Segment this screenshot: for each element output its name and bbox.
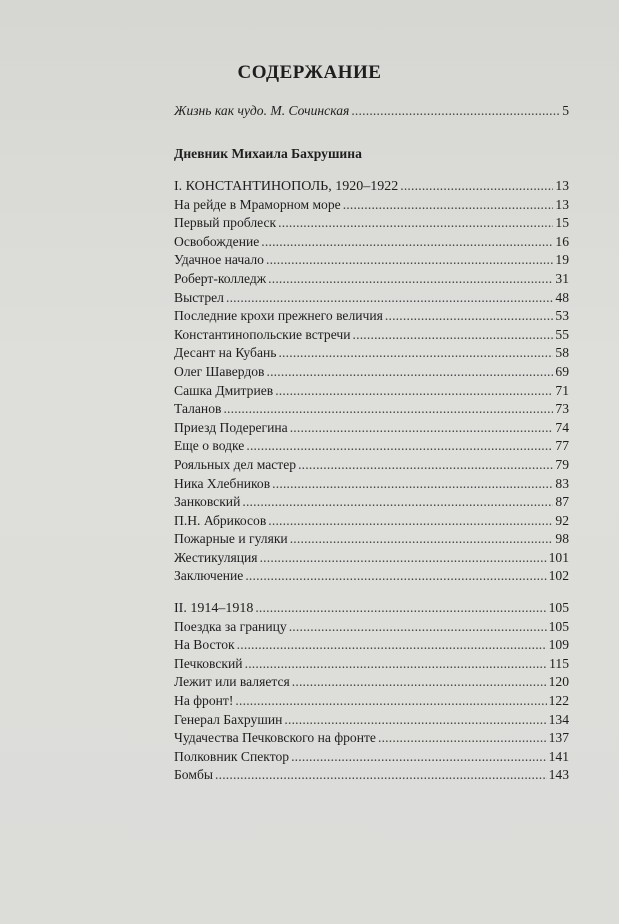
toc-entry-page: 71 [555,382,569,398]
toc-entry-page: 77 [555,438,569,454]
toc-entry-label: Чудачества Печковского на фронте [174,730,376,746]
toc-entry-page: 98 [555,531,569,547]
toc-entry-page: 55 [555,326,569,342]
dot-leader [278,214,553,233]
toc-entry-label: Жестикуляция [174,549,258,565]
toc-entry-label: Удачное начало [174,252,264,268]
toc-entry [174,307,569,326]
toc-entry [174,196,569,215]
toc-entry-label: Десант на Кубань [174,345,277,361]
dot-leader [215,766,547,785]
dot-leader [290,419,554,438]
dot-leader [298,456,553,475]
toc-entry [174,493,569,512]
toc-entry-label: Пожарные и гуляки [174,531,288,547]
toc-entry-page: 74 [555,419,569,435]
dot-leader [272,475,553,494]
toc-entry-label: Еще о водке [174,438,245,454]
toc-entry-intro [174,102,569,121]
toc-entry-page: 79 [555,456,569,472]
dot-leader [235,692,546,711]
dot-leader [351,102,560,121]
toc-entry-label: Поездка за границу [174,618,287,634]
toc-entry-label: Таланов [174,401,222,417]
toc-entry [174,270,569,289]
toc-entry [174,382,569,401]
dot-leader [223,400,553,419]
toc-entry-label: Сашка Дмитриев [174,382,274,398]
toc-entry [174,289,569,308]
dot-leader [268,270,553,289]
toc-entry [174,251,569,270]
toc-entry-page: 73 [555,401,569,417]
toc-entry-page: 16 [555,233,569,249]
toc-entry-page: 134 [548,711,569,727]
toc-entry-label: Генерал Бахрушин [174,711,283,727]
toc-entry-label: Ника Хлебников [174,475,271,491]
toc-entry-page: 105 [548,618,569,634]
toc-entry-page: 109 [548,637,569,653]
toc-entry [174,475,569,494]
toc-entry [174,567,569,586]
toc-part-heading [174,599,569,618]
toc-entry [174,400,569,419]
toc-entry-page: 143 [548,767,569,783]
toc-entry-page: 141 [548,748,569,764]
dot-leader [353,326,554,345]
toc-entry [174,711,569,730]
toc-entry [174,549,569,568]
toc-entry-label: Выстрел [174,289,224,305]
toc-entry-page: 92 [555,512,569,528]
toc-entry-label: Олег Шавердов [174,363,265,379]
toc-entry-page: 101 [548,549,569,565]
toc-entry-label: На Восток [174,637,235,653]
toc-entry-page: 15 [555,215,569,231]
dot-leader [343,196,554,215]
toc-entry-page: 48 [555,289,569,305]
dot-leader [237,636,547,655]
dot-leader [290,530,554,549]
dot-leader [378,729,547,748]
toc-entry-page: 53 [555,308,569,324]
toc-entry-label: Константинопольские встречи [174,326,351,342]
dot-leader [242,493,553,512]
dot-leader [260,549,547,568]
dot-leader [289,618,547,637]
toc-entry [174,655,569,674]
toc-entry-page: 58 [555,345,569,361]
toc-entry-label: Роберт-колледж [174,270,267,286]
toc-entry [174,530,569,549]
dot-leader [268,512,553,531]
toc-entry-page: 13 [555,196,569,212]
toc-part-label: II. 1914–1918 [174,601,254,616]
toc-part-page: 105 [548,600,569,615]
toc-entry-label: На фронт! [174,692,234,708]
toc-part-1 [174,177,569,586]
toc-entry-label: Рояльных дел мастер [174,456,297,472]
section-heading: Дневник Михаила Бахрушина [174,146,362,161]
toc-entry-label: Освобождение [174,233,260,249]
dot-leader [278,344,553,363]
toc-part-page: 13 [555,178,569,193]
toc-entry-label: Жизнь как чудо. М. Сочинская [174,103,350,118]
toc-entry-page: 122 [548,692,569,708]
toc-entry [174,456,569,475]
toc-entry [174,673,569,692]
toc-entry [174,344,569,363]
dot-leader [275,382,553,401]
toc-entry [174,326,569,345]
toc-entry [174,636,569,655]
toc-entry-page: 87 [555,494,569,510]
toc-entry [174,419,569,438]
toc-entry [174,618,569,637]
toc-entry-label: Последние крохи прежнего величия [174,308,383,324]
toc-entry-page: 102 [548,568,569,584]
toc-entry-label: Полковник Спектор [174,748,290,764]
toc-entry [174,766,569,785]
page-title: СОДЕРЖАНИЕ [237,62,382,83]
dot-leader [245,567,546,586]
toc-entry-page: 31 [555,270,569,286]
toc-part-2 [174,599,569,785]
toc-entry-page: 137 [548,730,569,746]
toc-entry-label: Приезд Подерегина [174,419,288,435]
toc-entry-page: 5 [562,103,569,118]
dot-leader [266,251,553,270]
toc-entry-label: Заключение [174,568,244,584]
dot-leader [284,711,546,730]
toc-entry-label: На рейде в Мраморном море [174,196,341,212]
toc-entry-page: 83 [555,475,569,491]
toc-intro [174,102,569,121]
dot-leader [266,363,553,382]
toc-entry [174,512,569,531]
toc-entry [174,437,569,456]
dot-leader [400,177,553,196]
toc-entry-label: Печковский [174,655,243,671]
dot-leader [261,233,553,252]
dot-leader [385,307,554,326]
toc-entry [174,233,569,252]
toc-entry [174,214,569,233]
dot-leader [246,437,553,456]
toc-entry [174,363,569,382]
toc-entry-page: 19 [555,252,569,268]
dot-leader [292,673,547,692]
dot-leader [291,748,547,767]
toc-entry-label: Лежит или валяется [174,674,290,690]
toc-entry-label: Занковский [174,494,241,510]
toc-entry [174,692,569,711]
toc-entry-label: П.Н. Абрикосов [174,512,267,528]
toc-part-label: I. КОНСТАНТИНОПОЛЬ, 1920–1922 [174,179,399,194]
dot-leader [255,599,546,618]
toc-entry-label: Бомбы [174,767,213,783]
toc-part-heading [174,177,569,196]
toc-entry-page: 120 [548,674,569,690]
toc-entry-label: Первый проблеск [174,215,277,231]
dot-leader [245,655,548,674]
toc-entry [174,729,569,748]
toc-entry [174,748,569,767]
dot-leader [226,289,553,308]
toc-entry-page: 115 [549,655,569,671]
toc-entry-page: 69 [555,363,569,379]
